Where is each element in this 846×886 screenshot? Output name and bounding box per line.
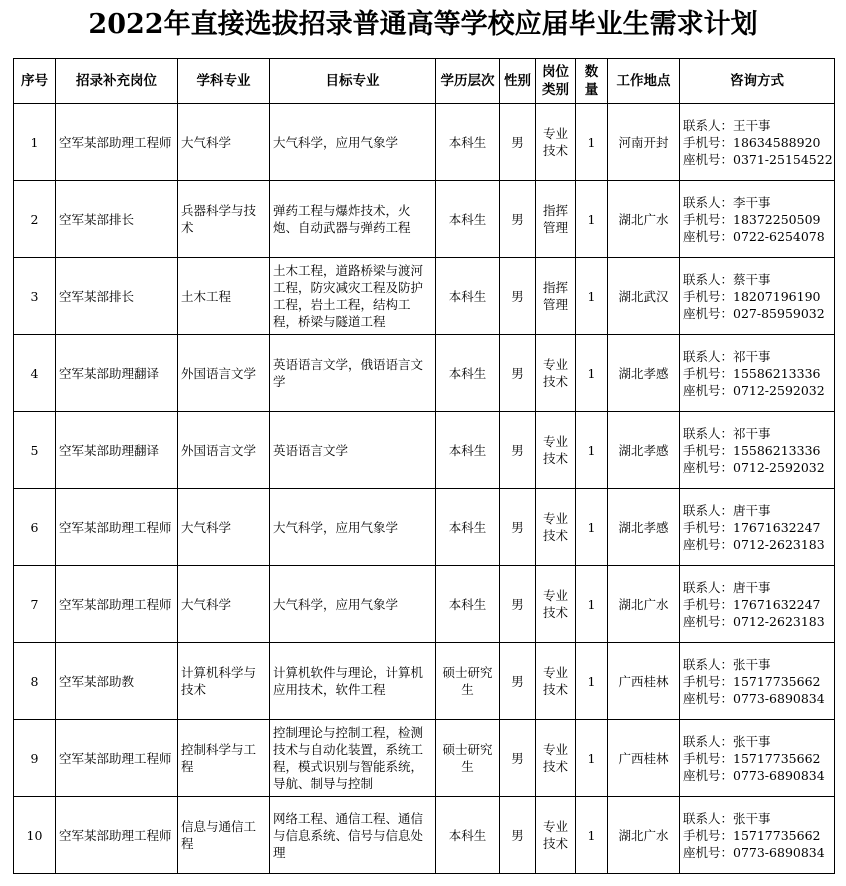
header-post: 招录补充岗位	[56, 59, 178, 104]
header-subject: 学科专业	[178, 59, 270, 104]
contact-phone: 座机号：0712-2592032	[683, 459, 825, 475]
contact-phone: 座机号：0773-6890834	[683, 767, 825, 783]
cell-target: 英语语言文学	[270, 412, 436, 489]
cell-no: 3	[14, 258, 56, 335]
contact-phone: 座机号：027-85959032	[683, 305, 825, 321]
contact-contact: 联系人：唐干事	[683, 579, 771, 595]
cell-no: 10	[14, 797, 56, 874]
cell-edu: 硕士研究生	[436, 720, 500, 797]
cell-gender: 男	[500, 720, 536, 797]
contact-contact: 联系人：张干事	[683, 733, 771, 749]
cell-no: 4	[14, 335, 56, 412]
cell-gender: 男	[500, 104, 536, 181]
contact-phone: 座机号：0773-6890834	[683, 690, 825, 706]
cell-target: 大气科学，应用气象学	[270, 566, 436, 643]
cell-gender: 男	[500, 258, 536, 335]
recruitment-table	[13, 58, 835, 874]
cell-subject: 大气科学	[178, 489, 270, 566]
cell-contact	[680, 258, 835, 335]
cell-target: 控制理论与控制工程，检测技术与自动化装置，系统工程，模式识别与智能系统，导航、制导与控制	[270, 720, 436, 797]
cell-contact	[680, 720, 835, 797]
table-row	[14, 258, 835, 335]
header-location: 工作地点	[608, 59, 680, 104]
cell-contact	[680, 643, 835, 720]
cell-location: 湖北广水	[608, 797, 680, 874]
cell-post: 空军某部助理工程师	[56, 566, 178, 643]
cell-count: 1	[576, 258, 608, 335]
contact-mobile: 手机号：15717735662	[683, 673, 821, 689]
cell-contact	[680, 566, 835, 643]
cell-post: 空军某部排长	[56, 258, 178, 335]
cell-gender: 男	[500, 181, 536, 258]
cell-subject: 大气科学	[178, 566, 270, 643]
cell-type: 专业技术	[536, 643, 576, 720]
cell-count: 1	[576, 104, 608, 181]
cell-count: 1	[576, 643, 608, 720]
cell-edu: 本科生	[436, 258, 500, 335]
header-count: 数量	[576, 59, 608, 104]
cell-type: 指挥管理	[536, 181, 576, 258]
cell-gender: 男	[500, 412, 536, 489]
cell-count: 1	[576, 489, 608, 566]
contact-mobile: 手机号：15717735662	[683, 827, 821, 843]
cell-subject: 信息与通信工程	[178, 797, 270, 874]
contact-mobile: 手机号：18372250509	[683, 211, 821, 227]
cell-location: 湖北广水	[608, 566, 680, 643]
cell-count: 1	[576, 566, 608, 643]
cell-contact	[680, 412, 835, 489]
cell-count: 1	[576, 181, 608, 258]
contact-contact: 联系人：祁干事	[683, 425, 771, 441]
cell-type: 专业技术	[536, 566, 576, 643]
cell-gender: 男	[500, 797, 536, 874]
cell-contact	[680, 797, 835, 874]
cell-contact	[680, 335, 835, 412]
cell-post: 空军某部排长	[56, 181, 178, 258]
cell-post: 空军某部助理工程师	[56, 797, 178, 874]
cell-location: 湖北孝感	[608, 412, 680, 489]
cell-subject: 土木工程	[178, 258, 270, 335]
contact-phone: 座机号：0712-2623183	[683, 536, 825, 552]
contact-mobile: 手机号：17671632247	[683, 596, 821, 612]
contact-mobile: 手机号：15717735662	[683, 750, 821, 766]
cell-edu: 本科生	[436, 412, 500, 489]
table-row	[14, 181, 835, 258]
cell-post: 空军某部助教	[56, 643, 178, 720]
header-edu: 学历层次	[436, 59, 500, 104]
cell-post: 空军某部助理工程师	[56, 489, 178, 566]
cell-edu: 本科生	[436, 104, 500, 181]
cell-no: 2	[14, 181, 56, 258]
cell-location: 河南开封	[608, 104, 680, 181]
contact-contact: 联系人：王干事	[683, 117, 771, 133]
contact-phone: 座机号：0712-2623183	[683, 613, 825, 629]
contact-phone: 座机号：0773-6890834	[683, 844, 825, 860]
cell-gender: 男	[500, 566, 536, 643]
cell-post: 空军某部助理工程师	[56, 720, 178, 797]
cell-edu: 本科生	[436, 489, 500, 566]
contact-phone: 座机号：0371-25154522	[683, 151, 833, 167]
cell-subject: 大气科学	[178, 104, 270, 181]
cell-subject: 控制科学与工程	[178, 720, 270, 797]
contact-contact: 联系人：张干事	[683, 656, 771, 672]
cell-count: 1	[576, 412, 608, 489]
table-row	[14, 643, 835, 720]
cell-target: 土木工程，道路桥梁与渡河工程，防灾减灾工程及防护工程，岩土工程，结构工程，桥梁与隧道工程	[270, 258, 436, 335]
contact-mobile: 手机号：18207196190	[683, 288, 821, 304]
contact-contact: 联系人：李干事	[683, 194, 771, 210]
page-title: 2022年直接选拔招录普通高等学校应届毕业生需求计划	[88, 9, 758, 40]
cell-location: 湖北孝感	[608, 335, 680, 412]
cell-no: 9	[14, 720, 56, 797]
cell-location: 湖北广水	[608, 181, 680, 258]
cell-type: 专业技术	[536, 412, 576, 489]
cell-no: 8	[14, 643, 56, 720]
table-row	[14, 412, 835, 489]
cell-contact	[680, 181, 835, 258]
cell-no: 7	[14, 566, 56, 643]
cell-post: 空军某部助理工程师	[56, 104, 178, 181]
cell-no: 5	[14, 412, 56, 489]
cell-no: 6	[14, 489, 56, 566]
table-row	[14, 104, 835, 181]
cell-type: 专业技术	[536, 489, 576, 566]
cell-gender: 男	[500, 489, 536, 566]
cell-edu: 本科生	[436, 181, 500, 258]
cell-no: 1	[14, 104, 56, 181]
cell-type: 专业技术	[536, 797, 576, 874]
cell-subject: 计算机科学与技术	[178, 643, 270, 720]
cell-subject: 外国语言文学	[178, 412, 270, 489]
cell-count: 1	[576, 335, 608, 412]
cell-contact	[680, 104, 835, 181]
cell-subject: 兵器科学与技术	[178, 181, 270, 258]
cell-target: 弹药工程与爆炸技术，火炮、自动武器与弹药工程	[270, 181, 436, 258]
cell-target: 大气科学，应用气象学	[270, 104, 436, 181]
table-row	[14, 720, 835, 797]
header-gender: 性别	[500, 59, 536, 104]
contact-contact: 联系人：张干事	[683, 810, 771, 826]
cell-count: 1	[576, 720, 608, 797]
cell-count: 1	[576, 797, 608, 874]
cell-post: 空军某部助理翻译	[56, 412, 178, 489]
contact-mobile: 手机号：18634588920	[683, 134, 821, 150]
contact-phone: 座机号：0712-2592032	[683, 382, 825, 398]
cell-location: 湖北武汉	[608, 258, 680, 335]
contact-mobile: 手机号：17671632247	[683, 519, 821, 535]
cell-target: 英语语言文学，俄语语言文学	[270, 335, 436, 412]
header-no: 序号	[14, 59, 56, 104]
table-row	[14, 335, 835, 412]
cell-location: 湖北孝感	[608, 489, 680, 566]
header-target: 目标专业	[270, 59, 436, 104]
contact-contact: 联系人：祁干事	[683, 348, 771, 364]
cell-edu: 本科生	[436, 797, 500, 874]
header-row	[14, 59, 835, 104]
contact-mobile: 手机号：15586213336	[683, 365, 821, 381]
contact-contact: 联系人：唐干事	[683, 502, 771, 518]
header-type: 岗位类别	[536, 59, 576, 104]
cell-subject: 外国语言文学	[178, 335, 270, 412]
table-row	[14, 489, 835, 566]
contact-contact: 联系人：蔡干事	[683, 271, 771, 287]
cell-type: 专业技术	[536, 335, 576, 412]
cell-gender: 男	[500, 335, 536, 412]
cell-type: 指挥管理	[536, 258, 576, 335]
cell-location: 广西桂林	[608, 720, 680, 797]
table-row	[14, 797, 835, 874]
cell-target: 网络工程、通信工程、通信与信息系统、信号与信息处理	[270, 797, 436, 874]
header-contact: 咨询方式	[680, 59, 835, 104]
cell-contact	[680, 489, 835, 566]
table-body	[14, 104, 835, 874]
table-row	[14, 566, 835, 643]
cell-post: 空军某部助理翻译	[56, 335, 178, 412]
cell-location: 广西桂林	[608, 643, 680, 720]
cell-type: 专业技术	[536, 104, 576, 181]
cell-edu: 本科生	[436, 566, 500, 643]
cell-target: 计算机软件与理论，计算机应用技术，软件工程	[270, 643, 436, 720]
cell-gender: 男	[500, 643, 536, 720]
cell-edu: 硕士研究生	[436, 643, 500, 720]
cell-type: 专业技术	[536, 720, 576, 797]
contact-mobile: 手机号：15586213336	[683, 442, 821, 458]
cell-edu: 本科生	[436, 335, 500, 412]
cell-target: 大气科学，应用气象学	[270, 489, 436, 566]
contact-phone: 座机号：0722-6254078	[683, 228, 825, 244]
